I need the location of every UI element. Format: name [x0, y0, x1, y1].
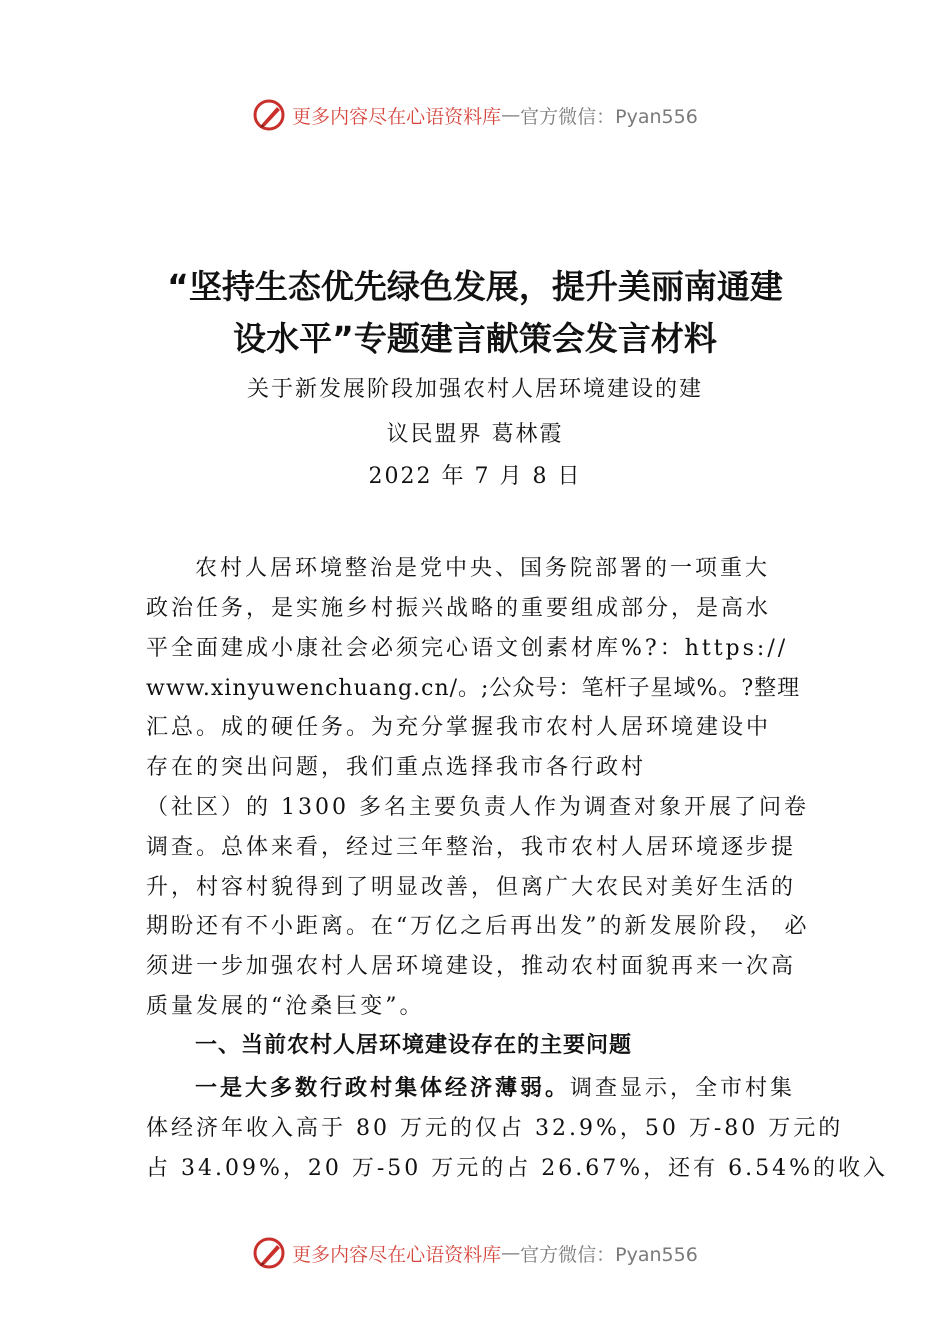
body-line: 期盼还有不小距离。在“万亿之后再出发”的新发展阶段， 必: [146, 914, 810, 939]
header-banner[interactable]: [0, 95, 950, 135]
body-line: 须进一步加强农村人居环境建设，推动农村面貌再来一次高: [146, 954, 797, 979]
body-line: 存在的突出问题，我们重点选择我市各行政村: [146, 755, 647, 780]
banner-contact: 官方微信：Pyan556: [520, 1243, 698, 1266]
footer-banner[interactable]: [0, 1233, 950, 1273]
point-1-rest: 调查显示，全市村集: [570, 1076, 796, 1101]
body-line: 平全面建成小康社会必须完心语文创素材库%?：https://: [146, 636, 789, 661]
document-subtitle-line-1: 关于新发展阶段加强农村人居环境建设的建: [246, 377, 703, 402]
body-line: 体经济年收入高于 80 万元的仅占 32.9%，50 万-80 万元的: [146, 1116, 844, 1141]
pen-circle-logo-icon: [252, 98, 286, 132]
banner-slogan: 更多内容尽在心语资料库: [292, 105, 502, 128]
point-1-lead: 一是大多数行政村集体经济薄弱。: [195, 1075, 571, 1101]
banner-separator: —: [501, 104, 521, 126]
document-date: 2022 年 7 月 8 日: [368, 464, 582, 489]
body-line: 调查。总体来看，经过三年整治，我市农村人居环境逐步提: [146, 835, 797, 860]
body-line: 农村人居环境整治是党中央、国务院部署的一项重大: [195, 556, 771, 581]
body-line: 政治任务，是实施乡村振兴战略的重要组成部分，是高水: [146, 596, 772, 621]
section-heading: 一、当前农村人居环境建设存在的主要问题: [195, 1033, 633, 1058]
body-line: 占 34.09%，20 万-50 万元的占 26.67%，还有 6.54%的收入: [146, 1156, 889, 1181]
body-line: www.xinyuwenchuang.cn/。;公众号：笔杆子星域%。?整理: [146, 676, 801, 701]
banner-contact: 官方微信：Pyan556: [520, 105, 698, 128]
body-line: 质量发展的“沧桑巨变”。: [146, 994, 425, 1019]
banner-slogan: 更多内容尽在心语资料库: [292, 1243, 502, 1266]
body-line: 升，村容村貌得到了明显改善，但离广大农民对美好生活的: [146, 875, 797, 900]
body-line: 汇总。成的硬任务。为充分掌握我市农村人居环境建设中: [146, 715, 772, 740]
document-author-line: 议民盟界 葛林霞: [386, 422, 564, 447]
pen-circle-logo-icon: [252, 1236, 286, 1270]
point-1-line: [195, 1073, 795, 1104]
banner-separator: —: [501, 1242, 521, 1264]
document-title-line-2: 设水平”专题建言献策会发言材料: [233, 319, 717, 358]
body-line: （社区）的 1300 多名主要负责人作为调查对象开展了问卷: [146, 795, 809, 820]
document-title-line-1: “坚持生态优先绿色发展，提升美丽南通建: [167, 267, 783, 306]
